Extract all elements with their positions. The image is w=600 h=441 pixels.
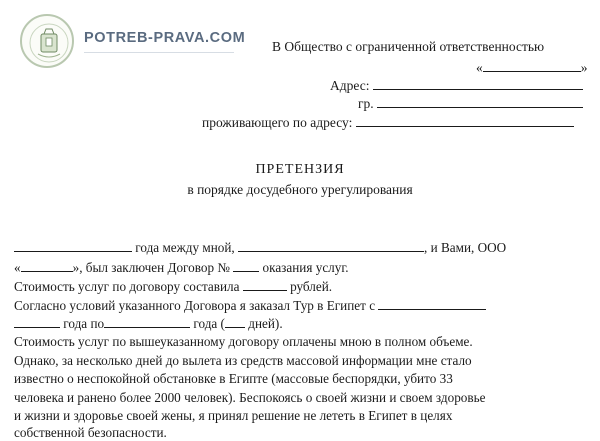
- document-subtitle: в порядке досудебного урегулирования: [187, 182, 413, 197]
- client-name-blank: [238, 238, 424, 252]
- body-line-11: собственной безопасности.: [14, 425, 167, 440]
- tour-start-year-blank: [14, 314, 60, 328]
- body-line-4: [14, 296, 486, 314]
- citizen-line: [358, 94, 583, 112]
- tour-start-blank: [378, 296, 486, 310]
- logo-site-name: POTREB-PRAVA.COM: [84, 30, 246, 46]
- quote-close: »: [580, 60, 588, 75]
- body-text: «: [14, 260, 21, 275]
- body-line-3: [14, 277, 332, 295]
- contract-date-blank: [14, 238, 132, 252]
- body-line-5: [14, 314, 283, 332]
- body-text: оказания услуг.: [262, 260, 349, 275]
- site-logo: [20, 14, 260, 70]
- body-line-7: Однако, за несколько дней до вылета из средств массовой информации мне стало: [14, 353, 472, 368]
- address-line: [330, 76, 583, 94]
- body-line-2: [14, 258, 349, 276]
- body-text: Согласно условий указанного Договора я заказал Тур в Египет с: [14, 298, 376, 313]
- residence-label: проживающего по адресу:: [202, 115, 353, 130]
- price-blank: [243, 277, 287, 291]
- logo-tagline-rule: [84, 52, 234, 57]
- body-text: , и Вами, ООО: [424, 240, 507, 255]
- address-blank: [373, 76, 583, 90]
- body-line-9: человека и ранено более 2000 человек). Беспокоясь о своей жизни и своем здоровье: [14, 390, 486, 405]
- addressee-line: В Общество с ограниченной ответственностью: [272, 39, 545, 54]
- company-name-blank: [483, 58, 581, 72]
- company-blank: [21, 258, 73, 272]
- residence-blank: [356, 113, 574, 127]
- address-label: Адрес:: [330, 78, 370, 93]
- tour-end-blank: [104, 314, 190, 328]
- body-text: Стоимость услуг по договору составила: [14, 279, 240, 294]
- citizen-label: гр.: [358, 96, 374, 111]
- contract-number-blank: [233, 258, 259, 272]
- body-text: », был заключен Договор №: [72, 260, 230, 275]
- body-line-6: Стоимость услуг по вышеуказанному договору оплачены мною в полном объеме.: [14, 334, 473, 349]
- company-name-line: [476, 58, 588, 76]
- body-line-1: [14, 238, 506, 256]
- body-text: рублей.: [290, 279, 333, 294]
- body-text: года (: [193, 316, 225, 331]
- quote-open: «: [476, 60, 483, 75]
- logo-emblem: [20, 14, 74, 68]
- citizen-name-blank: [377, 94, 583, 108]
- body-text: года по: [63, 316, 105, 331]
- days-blank: [225, 314, 245, 328]
- body-line-8: известно о неспокойной обстановке в Египте (массовые беспорядки, убито 33: [14, 371, 453, 386]
- body-text: дней).: [248, 316, 283, 331]
- body-line-10: и жизни и здоровье своей жены, я принял решение не лететь в Египет в целях: [14, 408, 453, 423]
- document-title: ПРЕТЕНЗИЯ: [255, 162, 345, 177]
- residence-line: [202, 113, 574, 131]
- body-text: года между мной,: [135, 240, 235, 255]
